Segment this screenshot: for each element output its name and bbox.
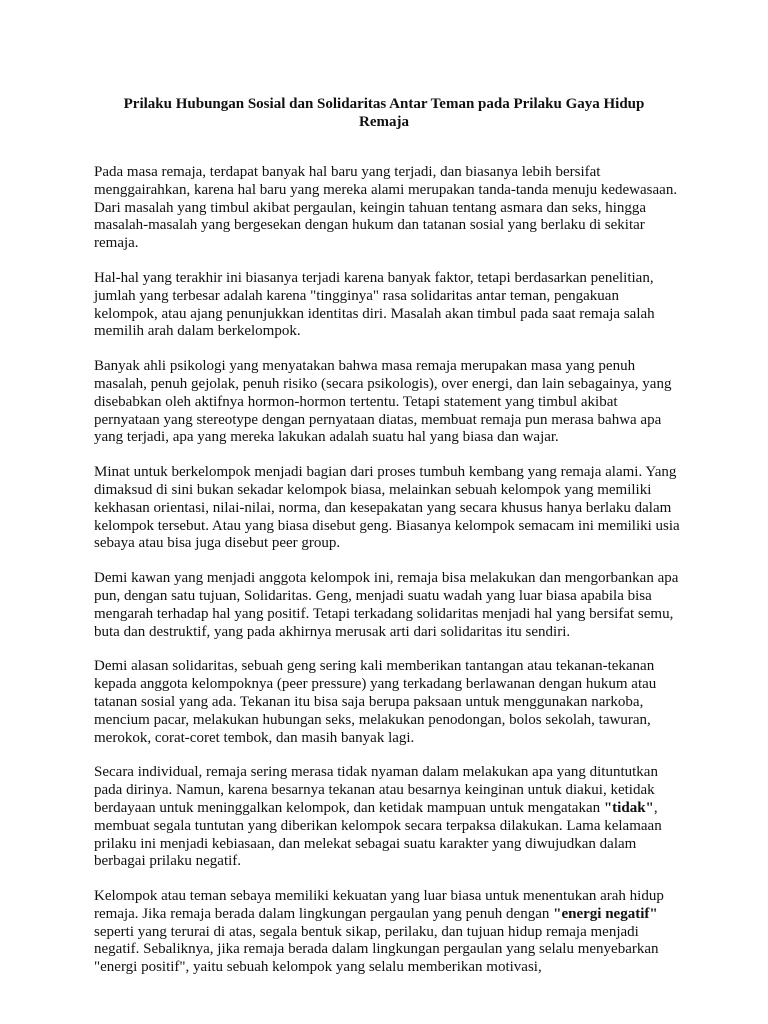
bold-text: "energi negatif" <box>553 905 658 922</box>
paragraph <box>94 764 680 871</box>
paragraph-text: Pada masa remaja, terdapat banyak hal baru yang terjadi, dan biasanya lebih bersifat menggairahkan, karena hal baru yang mereka alami merupakan tanda-tanda menuju kedewasaan. Dari masalah yang timbul akibat pergaulan, keingin tahuan tentang asmara dan seks, hingga masalah-masalah yang bergesekan dengan hukum dan tatanan sosial yang berlaku di sekitar remaja. <box>94 164 678 252</box>
paragraph <box>94 358 680 447</box>
paragraph-text: Banyak ahli psikologi yang menyatakan bahwa masa remaja merupakan masa yang penuh masalah, penuh gejolak, penuh risiko (secara psikologis), over energi, dan lain sebagainya, yang disebabkan oleh aktifnya hormon-hormon tertentu. Tetapi statement yang timbul akibat pernyataan yang stereotype dengan pernyataan diatas, membuat remaja pun merasa bahwa apa yang terjadi, apa yang mereka lakukan adalah suatu hal yang biasa dan wajar. <box>94 358 672 446</box>
paragraph-text: Minat untuk berkelompok menjadi bagian dari proses tumbuh kembang yang remaja alami. Yang dimaksud di sini bukan sekadar kelompok biasa, melainkan sebuah kelompok yang memiliki kekhasan orientasi, nilai-nilai, norma, dan kesepakatan yang secara khusus hanya berlaku dalam kelompok tersebut. Atau yang biasa disebut geng. Biasanya kelompok semacam ini memiliki usia sebaya atau bisa juga disebut peer group. <box>94 464 680 552</box>
paragraph <box>94 270 680 341</box>
bold-text: "tidak" <box>603 799 654 816</box>
paragraph <box>94 888 680 977</box>
paragraph-text: Hal-hal yang terakhir ini biasanya terjadi karena banyak faktor, tetapi berdasarkan penelitian, jumlah yang terbesar adalah karena "tingginya" rasa solidaritas antar teman, pengakuan kelompok, atau ajang penunjukkan identitas diri. Masalah akan timbul pada saat remaja salah memilih arah dalam berkelompok. <box>94 269 655 340</box>
paragraph <box>94 464 680 553</box>
paragraph-text: Demi alasan solidaritas, sebuah geng sering kali memberikan tantangan atau tekanan-tekanan kepada anggota kelompoknya (peer pressure) yang terkadang berlawanan dengan hukum atau tatanan sosial yang ada. Tekanan itu bisa saja berupa paksaan untuk menggunakan narkoba, mencium pacar, melakukan hubungan seks, melakukan penodongan, bolos sekolah, tawuran, merokok, corat-coret tembok, dan masih banyak lagi. <box>94 658 657 746</box>
document-body <box>94 164 680 994</box>
paragraph-text: Secara individual, remaja sering merasa tidak nyaman dalam melakukan apa yang dituntutkan pada dirinya. Namun, karena besarnya tekanan atau besarnya keinginan untuk diakui, ketidak berdayaan untuk meninggalkan kelompok, dan ketidak mampuan untuk mengatakan <box>94 764 658 816</box>
paragraph <box>94 658 680 747</box>
paragraph-text: Demi kawan yang menjadi anggota kelompok ini, remaja bisa melakukan dan mengorbankan apa pun, dengan satu tujuan, Solidaritas. Geng, menjadi suatu wadah yang luar biasa apabila bisa mengarah terhadap hal yang positif. Tetapi terkadang solidaritas menjadi hal yang bersifat semu, buta dan destruktif, yang pada akhirnya merusak arti dari solidaritas itu sendiri. <box>94 570 679 640</box>
paragraph-text: seperti yang terurai di atas, segala bentuk sikap, perilaku, dan tujuan hidup remaja menjadi negatif. Sebaliknya, jika remaja berada dalam lingkungan pergaulan yang selalu menyebarkan "energi positif", yaitu sebuah kelompok yang selalu memberikan motivasi, <box>94 923 659 976</box>
paragraph-text: , membuat segala tuntutan yang diberikan kelompok secara terpaksa dilakukan. Lama kelamaan prilaku ini menjadi kebiasaan, dan melekat sebagai suatu karakter yang diwujudkan dalam berbagai prilaku negatif. <box>94 799 662 870</box>
paragraph <box>94 164 680 253</box>
paragraph-text: Kelompok atau teman sebaya memiliki kekuatan yang luar biasa untuk menentukan arah hidup remaja. Jika remaja berada dalam lingkungan pergaulan yang penuh dengan <box>94 888 664 922</box>
document-title: Prilaku Hubungan Sosial dan Solidaritas Antar Teman pada Prilaku Gaya Hidup Remaja <box>123 96 645 130</box>
paragraph <box>94 570 680 641</box>
